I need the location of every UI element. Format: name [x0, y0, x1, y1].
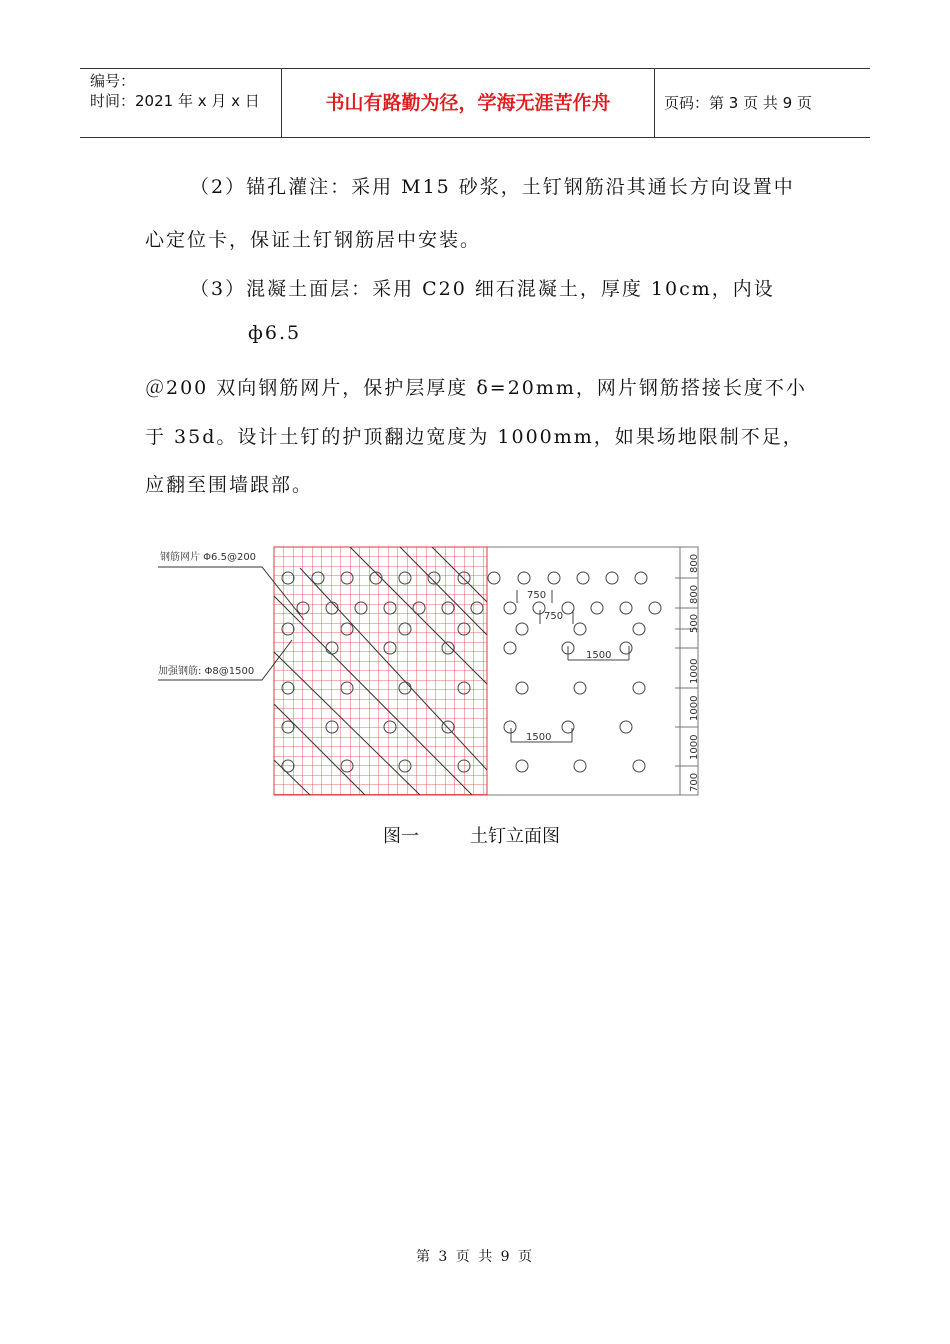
figure-caption-number: 图一	[383, 826, 419, 847]
nail-circle	[591, 602, 603, 614]
page-footer: 第 3 页 共 9 页	[415, 1249, 535, 1265]
nail-circle	[548, 572, 560, 584]
doc-time-label: 时间：2021 年 x 月 x 日	[90, 92, 260, 110]
nail-circle	[562, 602, 574, 614]
nail-circle	[574, 623, 586, 635]
dim-right-7: 700	[689, 772, 700, 792]
dim-right-5: 1000	[689, 695, 700, 721]
dim-right-4: 1000	[689, 658, 700, 684]
nail-circle	[518, 572, 530, 584]
paragraph-2-line-2: ф6.5	[248, 322, 302, 344]
dim-right-3: 500	[689, 613, 700, 633]
mesh-label: 钢筋网片 Φ6.5@200	[160, 552, 257, 563]
nail-circle	[574, 760, 586, 772]
nail-circle	[577, 572, 589, 584]
nail-circle	[504, 721, 516, 733]
header-motto: 书山有路勤为径，学海无涯苦作舟	[282, 69, 655, 137]
doc-number-label: 编号：	[90, 72, 136, 90]
nail-circle	[633, 682, 645, 694]
figure-caption-title: 土钉立面图	[470, 826, 560, 847]
nail-circle	[620, 642, 632, 654]
rebar-label: 加强钢筋: Φ8@1500	[158, 666, 255, 677]
paragraph-1-line-1: （2）锚孔灌注：采用 M15 砂浆，土钉钢筋沿其通长方向设置中	[190, 176, 795, 198]
dim-right-6: 1000	[689, 734, 700, 760]
header-page-label: 页码：第 3 页 共 9 页	[664, 94, 812, 112]
nail-circle	[488, 572, 500, 584]
nail-circle	[516, 623, 528, 635]
paragraph-1-line-2: 心定位卡，保证土钉钢筋居中安装。	[145, 229, 482, 251]
dim-750-b: 750	[544, 611, 564, 622]
paragraph-2-line-5: 应翻至围墙跟部。	[145, 474, 314, 496]
nail-circle	[633, 623, 645, 635]
dim-right-2: 800	[689, 584, 700, 604]
mesh-grid-area	[274, 547, 487, 795]
nail-circle	[504, 642, 516, 654]
nail-circle	[633, 760, 645, 772]
dim-1500-a: 1500	[586, 650, 612, 661]
nail-circle	[606, 572, 618, 584]
nail-circle	[504, 602, 516, 614]
dim-750-a: 750	[527, 590, 547, 601]
dim-right-1: 800	[689, 553, 700, 573]
nail-circle	[574, 682, 586, 694]
nail-circle	[620, 721, 632, 733]
paragraph-2-line-1: （3）混凝土面层：采用 C20 细石混凝土，厚度 10cm，内设	[190, 278, 775, 300]
nail-circle	[516, 682, 528, 694]
nail-circle	[516, 760, 528, 772]
dim-1500-b: 1500	[526, 732, 552, 743]
nail-circle	[620, 602, 632, 614]
paragraph-2-line-4: 于 35d。设计土钉的护顶翻边宽度为 1000mm，如果场地限制不足，	[145, 426, 804, 448]
nail-circle	[649, 602, 661, 614]
paragraph-2-line-3: ＠200 双向钢筋网片，保护层厚度 δ=20mm，网片钢筋搭接长度不小	[145, 377, 807, 399]
nail-circle	[635, 572, 647, 584]
